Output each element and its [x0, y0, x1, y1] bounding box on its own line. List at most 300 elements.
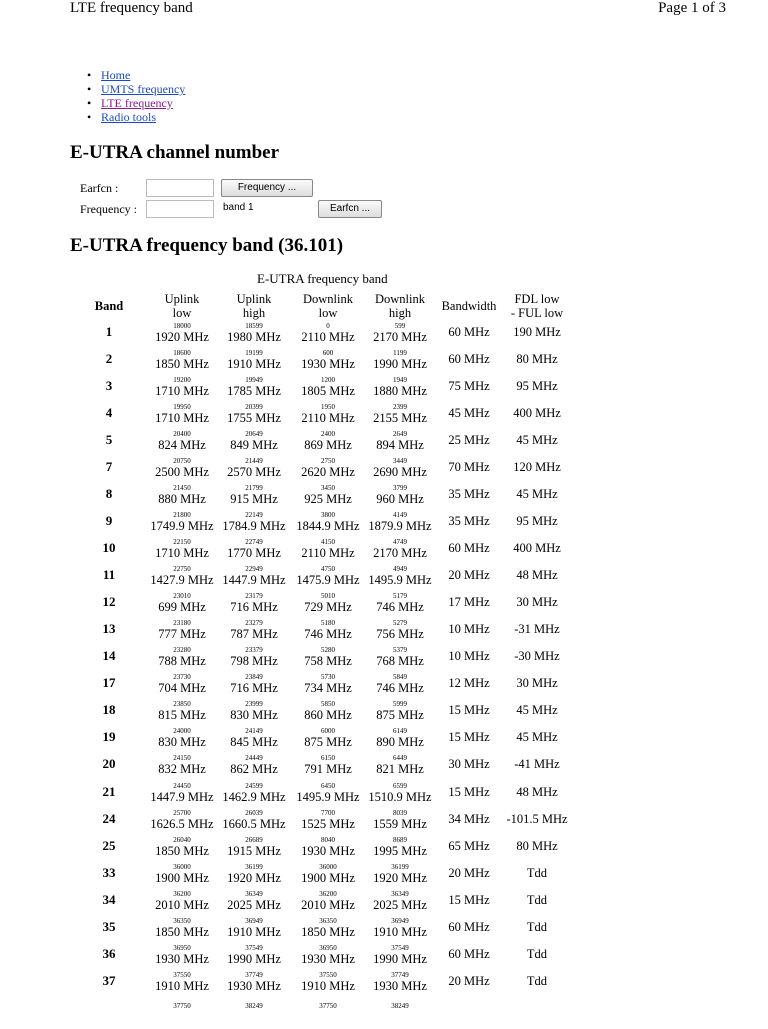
cell-downlink-high — [364, 809, 436, 831]
channel-number: 19950 — [173, 403, 191, 412]
frequency-value: 894 MHz — [376, 438, 424, 453]
cell-duplex-spacing: 80 MHz — [516, 838, 558, 853]
channel-number: 4949 — [393, 565, 407, 574]
cell-uplink-low — [149, 971, 215, 993]
channel-number: 5010 — [321, 592, 335, 601]
cell-uplink-low — [149, 511, 215, 533]
channel-number: 36949 — [245, 916, 263, 925]
table-row — [0, 754, 768, 781]
cell-uplink-low — [149, 836, 215, 858]
table-row — [0, 322, 768, 349]
frequency-value: 1990 MHz — [373, 951, 427, 966]
frequency-value: 716 MHz — [230, 600, 278, 615]
header-downlink-low-line1: Downlink — [303, 292, 353, 306]
channel-number: 600 — [322, 349, 334, 358]
header-delta-line1: FDL low — [514, 292, 560, 306]
cell-downlink-low — [292, 700, 364, 722]
cell-downlink-high — [364, 430, 436, 452]
table-row-partial — [0, 1002, 768, 1029]
frequency-value: 1910 MHz — [155, 978, 209, 993]
frequency-value: 1475.9 MHz — [296, 573, 360, 588]
cell-downlink-low — [292, 511, 364, 533]
frequency-value: 2170 MHz — [373, 330, 427, 344]
cell-downlink-high — [364, 727, 436, 749]
frequency-value: 1930 MHz — [155, 951, 209, 966]
channel-number: 37549 — [391, 943, 409, 952]
table-row — [0, 782, 768, 809]
channel-number: 1199 — [393, 349, 407, 358]
frequency-value: 1930 MHz — [373, 978, 427, 993]
cell-downlink-low — [292, 457, 364, 479]
cell-band: 35 — [102, 918, 116, 934]
frequency-value: 960 MHz — [376, 492, 424, 507]
earfcn-input[interactable] — [146, 179, 214, 197]
cell-duplex-spacing: 48 MHz — [516, 568, 558, 583]
frequency-button[interactable]: Frequency ... — [221, 179, 313, 197]
header-band: Band — [94, 299, 124, 313]
frequency-value: 821 MHz — [376, 762, 424, 777]
header-delta — [502, 292, 572, 320]
cell-uplink-low — [149, 619, 215, 641]
frequency-value: 1910 MHz — [301, 978, 355, 993]
cell-downlink-low — [292, 944, 364, 966]
channel-number: 20750 — [173, 457, 191, 466]
table-row — [0, 971, 768, 998]
frequency-value: 869 MHz — [304, 438, 352, 453]
cell-uplink-high — [221, 538, 287, 560]
cell-downlink-high — [364, 376, 436, 398]
channel-number: 22750 — [173, 565, 191, 574]
cell-uplink-high — [221, 700, 287, 722]
cell-bandwidth: 70 MHz — [448, 460, 490, 475]
channel-number: 18599 — [245, 322, 263, 330]
cell-duplex-spacing: 190 MHz — [513, 325, 561, 339]
frequency-value: 1990 MHz — [373, 357, 427, 372]
channel-number: 5180 — [321, 619, 335, 628]
frequency-value: 1990 MHz — [227, 951, 281, 966]
channel-number: 36350 — [173, 916, 191, 925]
cell-uplink-high — [221, 619, 287, 641]
table-row — [0, 727, 768, 754]
cell-downlink-high — [364, 944, 436, 966]
cell-uplink-low — [149, 944, 215, 966]
cell-bandwidth: 20 MHz — [448, 568, 490, 583]
cell-band: 14 — [102, 648, 116, 664]
cell-uplink-low — [149, 863, 215, 885]
cell-uplink-high — [221, 917, 287, 939]
channel-number: 5730 — [321, 673, 335, 682]
header-uplink-low-line2: low — [172, 306, 192, 320]
channel-number: 22150 — [173, 538, 191, 547]
cell-downlink-low — [292, 646, 364, 668]
frequency-value: 768 MHz — [376, 654, 424, 669]
nav-list — [87, 68, 185, 124]
header-downlink-low — [292, 292, 364, 320]
cell-duplex-spacing: 30 MHz — [516, 595, 558, 610]
channel-number: 38249 — [245, 1002, 263, 1010]
cell-downlink-low — [292, 754, 364, 776]
nav-item-lte — [87, 96, 185, 110]
cell-uplink-low — [149, 646, 215, 668]
frequency-value: 716 MHz — [230, 681, 278, 696]
frequency-value: 1785 MHz — [227, 384, 281, 399]
header-downlink-high-line1: Downlink — [375, 292, 425, 306]
cell-uplink-low — [149, 538, 215, 560]
cell-bandwidth: 75 MHz — [448, 379, 490, 394]
cell-band: 8 — [105, 486, 113, 502]
channel-number: 36000 — [319, 862, 337, 871]
cell-downlink-low — [292, 322, 364, 344]
cell-uplink-high — [221, 971, 287, 993]
cell-duplex-spacing: Tdd — [526, 919, 548, 934]
cell-bandwidth: 35 MHz — [448, 514, 490, 529]
cell-band: 33 — [102, 864, 116, 880]
channel-number: 36349 — [391, 889, 409, 898]
frequency-value: 1510.9 MHz — [368, 789, 432, 804]
frequency-value: 746 MHz — [376, 681, 424, 696]
channel-number: 26689 — [245, 835, 263, 844]
header-uplink-high-line1: Uplink — [236, 292, 272, 306]
channel-number: 6599 — [393, 781, 407, 790]
channel-number: 20400 — [173, 430, 191, 439]
frequency-value: 880 MHz — [158, 492, 206, 507]
cell-band: 25 — [102, 837, 116, 853]
cell-uplink-high — [221, 1002, 287, 1010]
cell-uplink-high — [221, 457, 287, 479]
cell-duplex-spacing: -41 MHz — [514, 757, 560, 772]
channel-number: 8040 — [321, 835, 335, 844]
frequency-input[interactable] — [146, 200, 214, 218]
channel-number: 24449 — [245, 754, 263, 763]
cell-uplink-low — [149, 376, 215, 398]
cell-uplink-low — [149, 592, 215, 614]
channel-number: 2400 — [321, 430, 335, 439]
frequency-value: 1710 MHz — [155, 384, 209, 399]
frequency-value: 849 MHz — [230, 438, 278, 453]
cell-downlink-low — [292, 430, 364, 452]
cell-duplex-spacing: 400 MHz — [513, 406, 561, 421]
cell-uplink-high — [221, 863, 287, 885]
channel-number: 23850 — [173, 700, 191, 709]
cell-bandwidth: 15 MHz — [448, 703, 490, 718]
header-downlink-high-line2: high — [388, 306, 412, 320]
frequency-value: 704 MHz — [158, 681, 206, 696]
frequency-value: 746 MHz — [376, 600, 424, 615]
earfcn-row — [80, 179, 340, 197]
channel-number: 23999 — [245, 700, 263, 709]
cell-bandwidth: 34 MHz — [448, 811, 490, 826]
cell-uplink-low — [149, 890, 215, 912]
table-row — [0, 592, 768, 619]
frequency-value: 1805 MHz — [301, 384, 355, 399]
cell-band: 19 — [102, 729, 116, 745]
channel-number: 23379 — [245, 646, 263, 655]
channel-number: 37750 — [319, 1002, 337, 1010]
frequency-value: 788 MHz — [158, 654, 206, 669]
cell-band: 9 — [105, 513, 113, 529]
cell-downlink-high — [364, 863, 436, 885]
nav-link-home[interactable]: Home — [101, 68, 131, 82]
channel-number: 5850 — [321, 700, 335, 709]
table-row — [0, 836, 768, 863]
table-row — [0, 619, 768, 646]
cell-uplink-high — [221, 754, 287, 776]
cell-uplink-low — [149, 403, 215, 425]
channel-number: 8689 — [393, 835, 407, 844]
channel-number: 1950 — [321, 403, 335, 412]
channel-number: 20649 — [245, 430, 263, 439]
cell-bandwidth: 60 MHz — [448, 919, 490, 934]
frequency-value: 2110 MHz — [301, 411, 355, 426]
band-heading: E-UTRA frequency band (36.101) — [70, 235, 344, 256]
frequency-value: 1559 MHz — [373, 816, 427, 831]
channel-number: 5379 — [393, 646, 407, 655]
frequency-value: 1920 MHz — [227, 870, 281, 885]
channel-number: 23730 — [173, 673, 191, 682]
frequency-value: 1995 MHz — [373, 843, 427, 858]
frequency-value: 2010 MHz — [301, 897, 355, 912]
channel-number: 8039 — [393, 808, 407, 817]
cell-band: 24 — [102, 810, 116, 826]
channel-number: 36950 — [319, 943, 337, 952]
cell-downlink-high — [364, 457, 436, 479]
cell-uplink-low — [149, 349, 215, 371]
frequency-value: 1710 MHz — [155, 411, 209, 426]
frequency-value: 1525 MHz — [301, 816, 355, 831]
cell-uplink-high — [221, 944, 287, 966]
frequency-value: 1879.9 MHz — [368, 519, 432, 534]
channel-number: 4149 — [393, 511, 407, 520]
cell-duplex-spacing: -30 MHz — [514, 649, 560, 664]
frequency-value: 791 MHz — [304, 762, 352, 777]
cell-uplink-high — [221, 890, 287, 912]
cell-uplink-high — [221, 646, 287, 668]
table-row — [0, 349, 768, 376]
cell-bandwidth: 30 MHz — [448, 757, 490, 772]
nav-item-radio-tools — [87, 110, 185, 124]
channel-number: 37549 — [245, 943, 263, 952]
page-number: Page 1 of 3 — [658, 0, 726, 16]
channel-number: 19949 — [245, 376, 263, 385]
cell-bandwidth: 12 MHz — [448, 676, 490, 691]
cell-band: 2 — [105, 351, 113, 367]
frequency-value: 746 MHz — [304, 627, 352, 642]
frequency-value: 2570 MHz — [227, 465, 281, 480]
cell-bandwidth: 60 MHz — [448, 946, 490, 961]
cell-downlink-high — [364, 349, 436, 371]
channel-number: 3800 — [321, 511, 335, 520]
nav-link-lte-frequency[interactable]: LTE frequency — [101, 96, 173, 110]
channel-number: 4749 — [393, 538, 407, 547]
cell-downlink-low — [292, 809, 364, 831]
table-row — [0, 376, 768, 403]
channel-number: 20399 — [245, 403, 263, 412]
frequency-value: 699 MHz — [158, 600, 206, 615]
frequency-value: 1850 MHz — [155, 843, 209, 858]
cell-uplink-high — [221, 430, 287, 452]
earfcn-label: Earfcn : — [80, 181, 119, 195]
cell-uplink-high — [221, 484, 287, 506]
cell-band: 1 — [105, 324, 113, 339]
frequency-value: 758 MHz — [304, 654, 352, 669]
table-row — [0, 863, 768, 890]
cell-band: 34 — [102, 891, 116, 907]
frequency-value: 2690 MHz — [373, 465, 427, 480]
channel-number: 26039 — [245, 808, 263, 817]
frequency-value: 1626.5 MHz — [150, 816, 214, 831]
frequency-value: 2025 MHz — [373, 897, 427, 912]
channel-number: 7700 — [321, 808, 335, 817]
channel-number: 24450 — [173, 781, 191, 790]
cell-uplink-low — [149, 782, 215, 804]
channel-number: 6450 — [321, 781, 335, 790]
channel-number: 5279 — [393, 619, 407, 628]
cell-downlink-low — [292, 836, 364, 858]
band-select[interactable]: band 1 — [223, 202, 254, 213]
cell-downlink-high — [364, 484, 436, 506]
frequency-value: 1462.9 MHz — [222, 789, 286, 804]
frequency-value: 1910 MHz — [227, 357, 281, 372]
frequency-value: 1850 MHz — [155, 924, 209, 939]
table-row — [0, 565, 768, 592]
cell-downlink-low — [292, 619, 364, 641]
cell-band: 21 — [102, 783, 116, 799]
table-row — [0, 673, 768, 700]
frequency-value: 787 MHz — [230, 627, 278, 642]
channel-number: 37550 — [173, 970, 191, 979]
channel-number: 6000 — [321, 727, 335, 736]
header-downlink-high — [364, 292, 436, 320]
table-row — [0, 430, 768, 457]
frequency-value: 2010 MHz — [155, 897, 209, 912]
channel-number: 36200 — [173, 889, 191, 898]
channel-number: 22749 — [245, 538, 263, 547]
cell-uplink-high — [221, 592, 287, 614]
table-caption: E-UTRA frequency band — [257, 271, 388, 286]
cell-bandwidth: 35 MHz — [448, 487, 490, 502]
cell-band: 4 — [105, 405, 113, 421]
page-header — [0, 0, 768, 20]
channel-number: 5849 — [393, 673, 407, 682]
frequency-value: 2155 MHz — [373, 411, 427, 426]
cell-downlink-high — [364, 565, 436, 587]
channel-number: 6149 — [393, 727, 407, 736]
channel-number: 21800 — [173, 511, 191, 520]
table-row — [0, 700, 768, 727]
channel-number: 2649 — [393, 430, 407, 439]
channel-number: 6150 — [321, 754, 335, 763]
cell-downlink-low — [292, 376, 364, 398]
cell-downlink-low — [292, 538, 364, 560]
channel-number: 23180 — [173, 619, 191, 628]
cell-downlink-low — [292, 890, 364, 912]
channel-number: 36199 — [245, 862, 263, 871]
cell-duplex-spacing: 120 MHz — [513, 460, 561, 475]
table-row — [0, 809, 768, 836]
header-delta-line2: - FUL low — [510, 306, 564, 320]
cell-band: 12 — [102, 594, 116, 610]
cell-band: 37 — [102, 972, 116, 988]
cell-downlink-low — [292, 971, 364, 993]
cell-duplex-spacing: 95 MHz — [516, 379, 558, 394]
frequency-value: 1710 MHz — [155, 546, 209, 561]
channel-number: 36949 — [391, 916, 409, 925]
nav-item-home — [87, 68, 185, 82]
frequency-value: 830 MHz — [158, 735, 206, 750]
channel-number: 3450 — [321, 484, 335, 493]
cell-uplink-low — [149, 700, 215, 722]
frequency-value: 1880 MHz — [373, 384, 427, 399]
frequency-value: 815 MHz — [158, 708, 206, 723]
frequency-value: 2110 MHz — [301, 546, 355, 561]
cell-uplink-low — [149, 754, 215, 776]
table-row — [0, 484, 768, 511]
channel-number: 37749 — [245, 970, 263, 979]
frequency-value: 729 MHz — [304, 600, 352, 615]
frequency-value: 2500 MHz — [155, 465, 209, 480]
cell-downlink-high — [364, 917, 436, 939]
frequency-value: 1850 MHz — [155, 357, 209, 372]
frequency-value: 2025 MHz — [227, 897, 281, 912]
channel-number: 38249 — [391, 1002, 409, 1010]
cell-uplink-high — [221, 511, 287, 533]
frequency-value: 1920 MHz — [373, 870, 427, 885]
cell-duplex-spacing: 80 MHz — [516, 352, 558, 367]
header-uplink-high — [221, 292, 287, 320]
cell-band: 3 — [105, 378, 113, 394]
nav-link-umts-frequency[interactable]: UMTS frequency — [101, 82, 186, 96]
cell-duplex-spacing: -101.5 MHz — [506, 811, 568, 826]
frequency-value: 824 MHz — [158, 438, 206, 453]
cell-duplex-spacing: 95 MHz — [516, 514, 558, 529]
channel-heading: E-UTRA channel number — [70, 142, 280, 163]
cell-uplink-low — [149, 727, 215, 749]
cell-uplink-low — [149, 809, 215, 831]
header-uplink-low-line1: Uplink — [164, 292, 200, 306]
cell-downlink-high — [364, 619, 436, 641]
frequency-row — [80, 200, 390, 218]
nav-link-radio-tools[interactable]: Radio tools — [101, 110, 157, 124]
channel-number: 23010 — [173, 592, 191, 601]
cell-duplex-spacing: Tdd — [526, 865, 548, 880]
channel-number: 22149 — [245, 511, 263, 520]
frequency-value: 1447.9 MHz — [222, 573, 286, 588]
cell-downlink-high — [364, 782, 436, 804]
cell-uplink-high — [221, 403, 287, 425]
cell-downlink-low — [292, 782, 364, 804]
cell-uplink-low — [149, 565, 215, 587]
cell-duplex-spacing: Tdd — [526, 892, 548, 907]
frequency-value: 1930 MHz — [301, 843, 355, 858]
cell-downlink-low — [292, 1002, 364, 1010]
channel-number: 21799 — [245, 484, 263, 493]
channel-number: 26040 — [173, 835, 191, 844]
channel-number: 18000 — [173, 322, 191, 330]
frequency-value: 832 MHz — [158, 762, 206, 777]
frequency-value: 1915 MHz — [227, 843, 281, 858]
cell-uplink-low — [149, 1002, 215, 1010]
earfcn-button[interactable]: Earfcn ... — [318, 200, 382, 218]
cell-downlink-high — [364, 890, 436, 912]
channel-number: 23279 — [245, 619, 263, 628]
cell-band: 5 — [105, 432, 113, 448]
cell-duplex-spacing: 45 MHz — [516, 487, 558, 502]
cell-band: 10 — [102, 540, 116, 556]
channel-number: 21450 — [173, 484, 191, 493]
table-row — [0, 944, 768, 971]
frequency-value: 1930 MHz — [301, 951, 355, 966]
cell-bandwidth: 25 MHz — [448, 433, 490, 448]
